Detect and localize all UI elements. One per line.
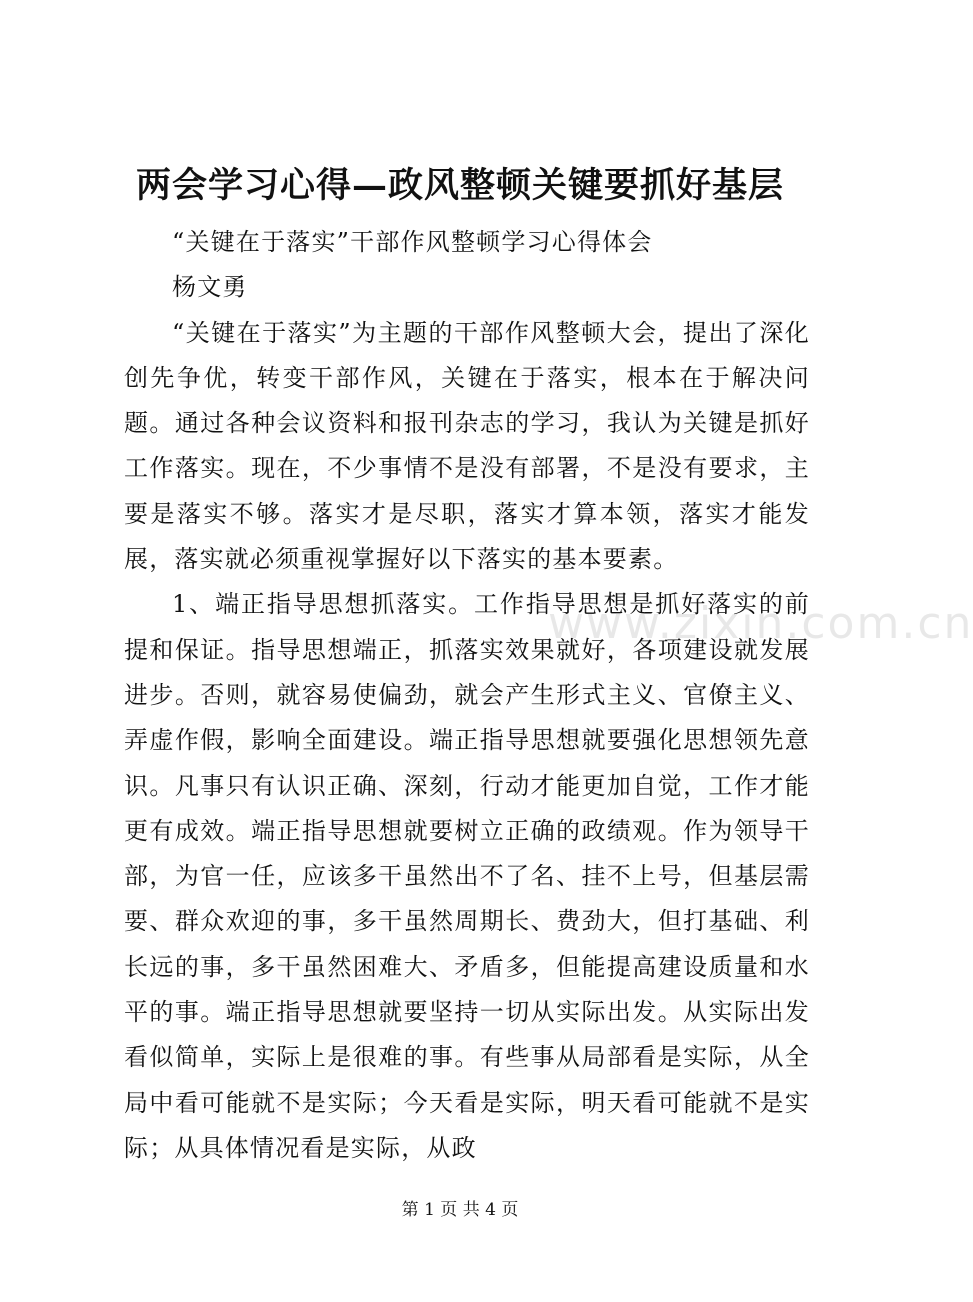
watermark-text: www.zixin.com.cn: [548, 598, 973, 649]
subtitle-paragraph: “关键在于落实”干部作风整顿学习心得体会: [172, 228, 653, 256]
document-title: 两会学习心得—政风整顿关键要抓好基层: [135, 165, 784, 206]
page-footer: 第 1 页 共 4 页: [401, 1200, 519, 1220]
intro-paragraph: “关键在于落实”为主题的干部作风整顿大会，提出了深化创先争优，转变干部作风，关键在于落实，根本在于解决问题。通过各种会议资料和报刊杂志的学习，我认为关键是抓好工作落实。现在，不少事情不是没有部署，不是没有要求，主要是落实不够。落实才是尽职，落实才算本领，落实才能发展，落实就必须重视掌握好以下落实的基本要素。: [124, 318, 810, 574]
author-paragraph: 杨文勇: [172, 273, 248, 302]
section-1-paragraph: 1、端正指导思想抓落实。工作指导思想是抓好落实的前提和保证。指导思想端正，抓落实效果就好，各项建设就发展进步。否则，就容易使偏劲，就会产生形式主义、官僚主义、弄虚作假，影响全面建设。端正指导思想就要强化思想领先意识。凡事只有认识正确、深刻，行动才能更加自觉，工作才能更有成效。端正指导思想就要树立正确的政绩观。作为领导干部，为官一任，应该多干虽然出不了名、挂不上号，但基层需要、群众欢迎的事，多干虽然周期长、费劲大，但打基础、利长远的事，多干虽然困难大、矛盾多，但能提高建设质量和水平的事。端正指导思想就要坚持一切从实际出发。从实际出发看似简单，实际上是很难的事。有些事从局部看是实际，从全局中看可能就不是实际；今天看是实际，明天看可能就不是实际；从具体情况看是实际，从政: [124, 590, 810, 1162]
document-body: [124, 220, 810, 1171]
